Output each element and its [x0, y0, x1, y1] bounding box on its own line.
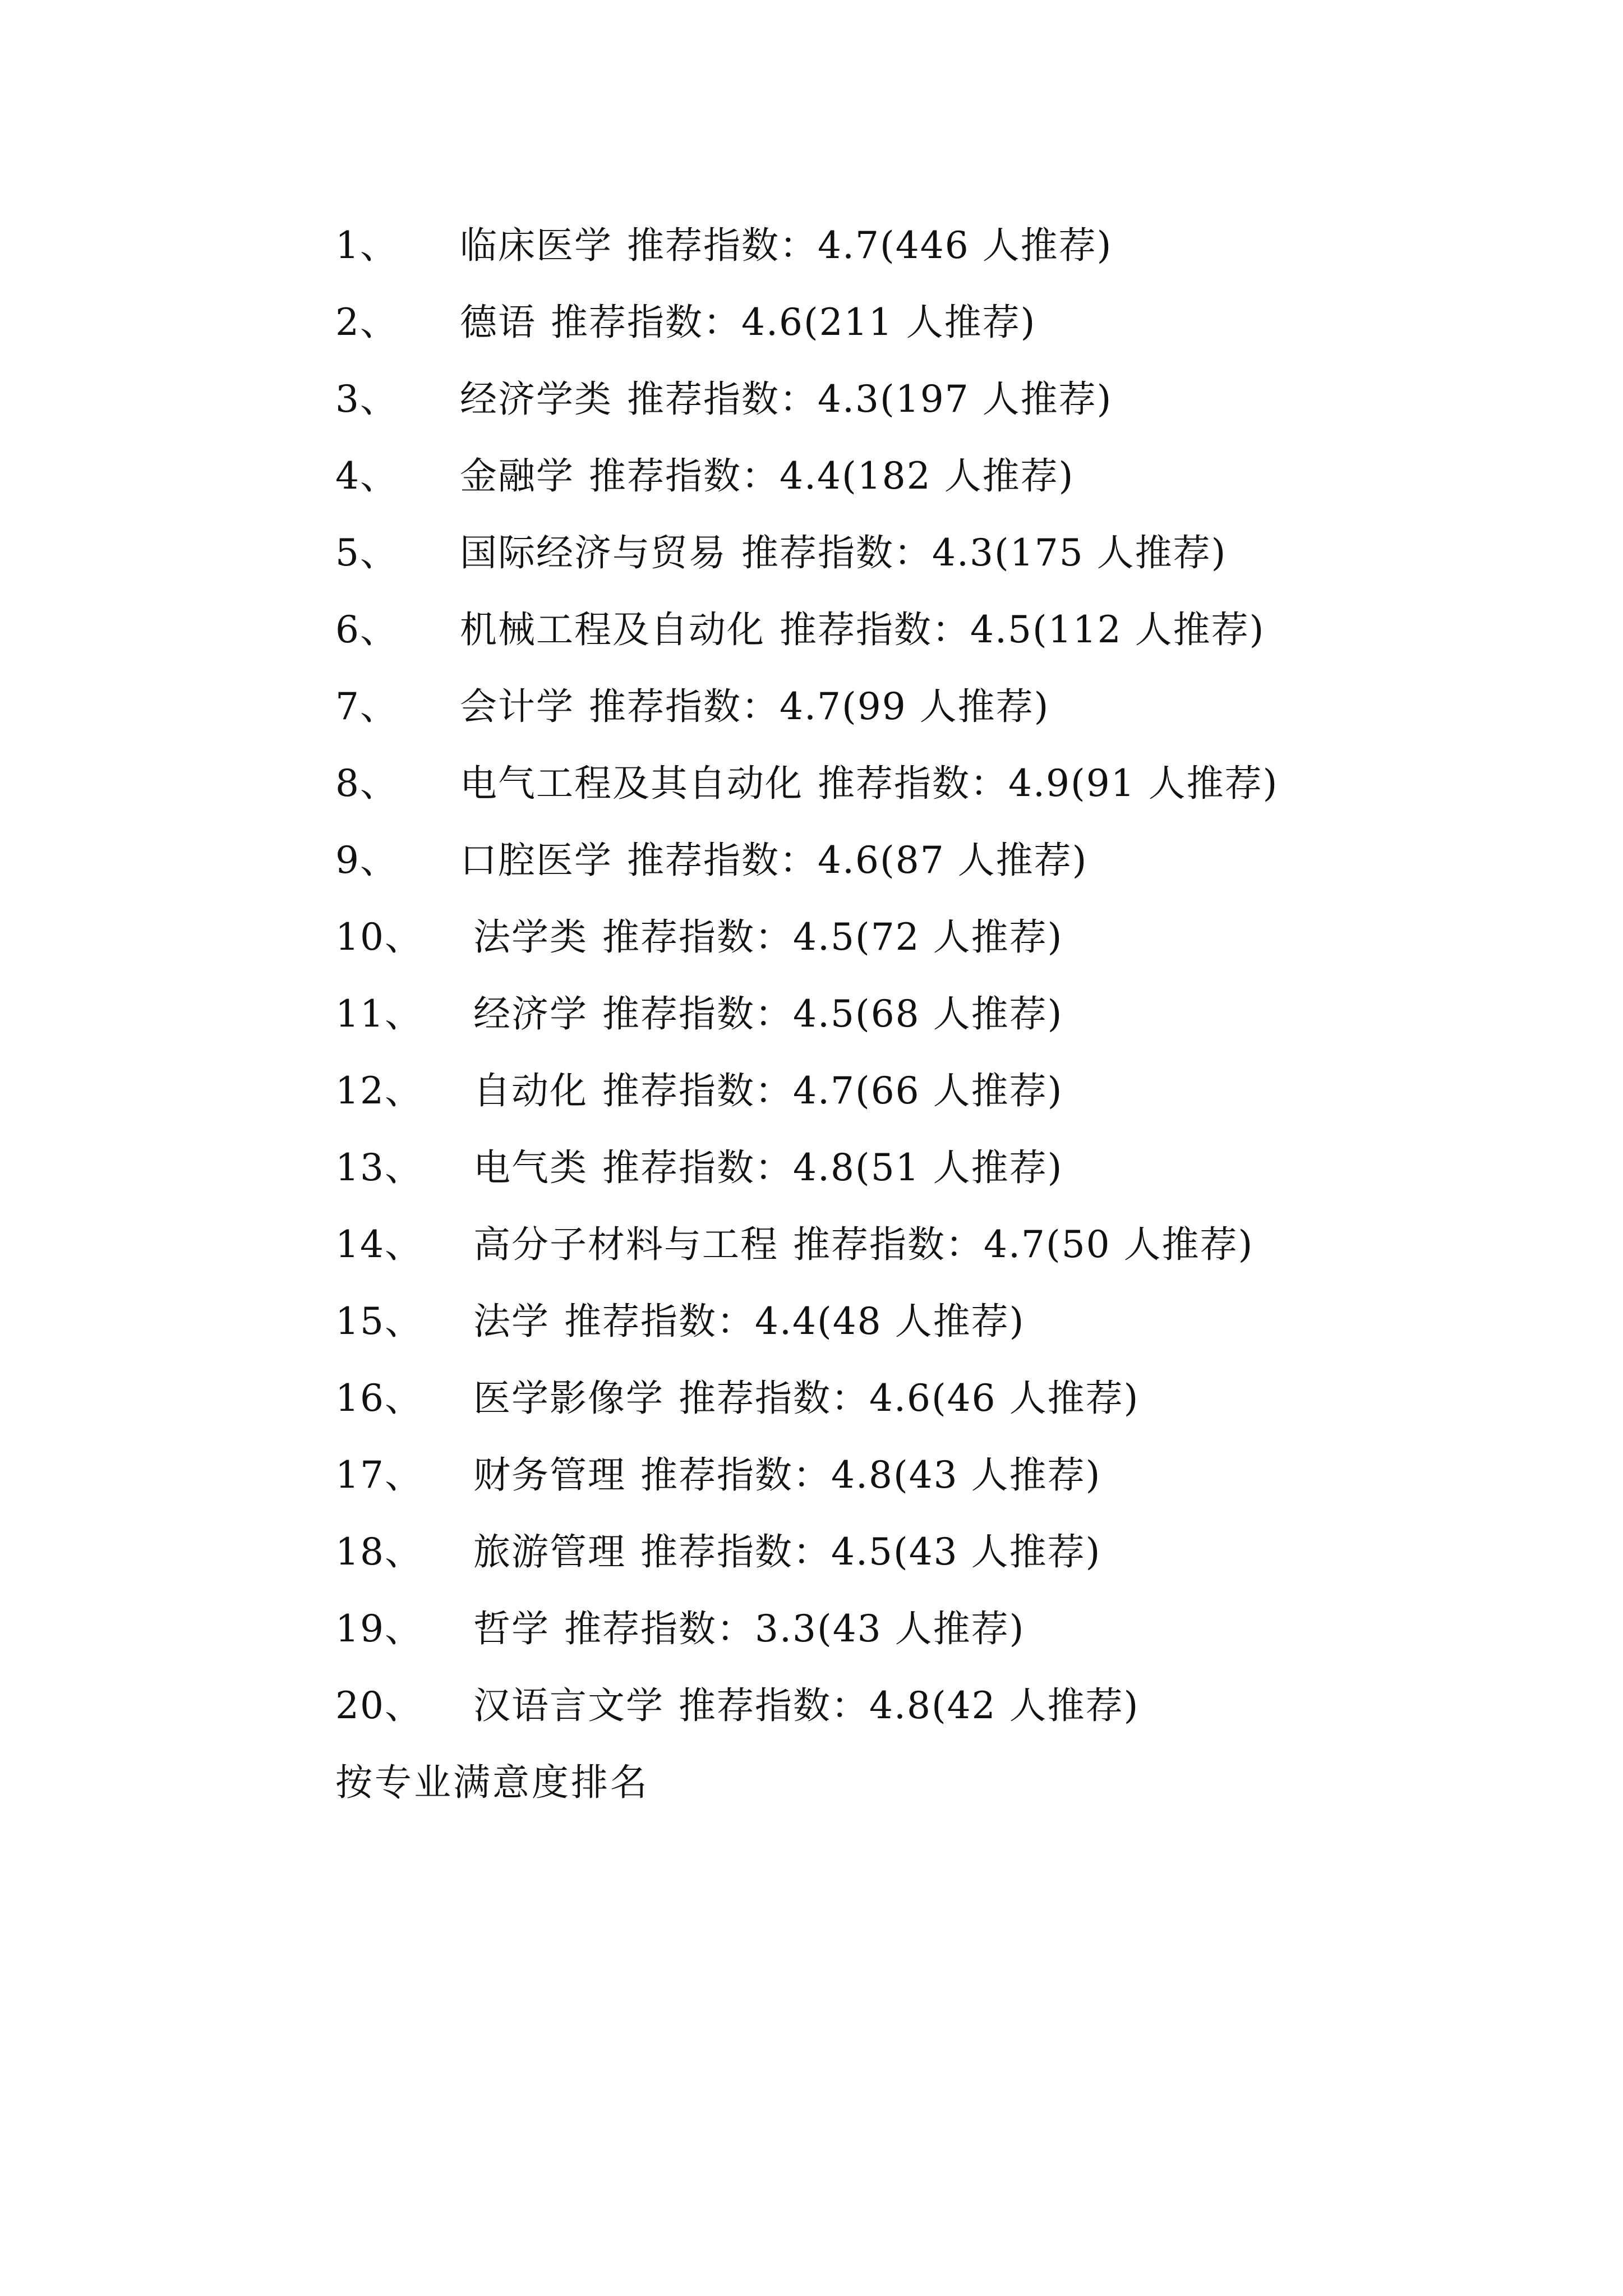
- list-item: [335, 680, 1569, 757]
- recommend-index: 推荐指数：4.7(50 人推荐): [792, 1223, 1254, 1266]
- major-ranking-list: [335, 219, 1569, 1833]
- item-number: 6、: [335, 608, 398, 651]
- item-number: 14、: [335, 1223, 423, 1266]
- recommend-index: 推荐指数：4.5(43 人推荐): [640, 1530, 1101, 1573]
- list-item: [335, 296, 1569, 372]
- list-item: [335, 603, 1569, 680]
- major-name: 汉语言文学: [473, 1684, 664, 1727]
- item-number: 16、: [335, 1377, 423, 1420]
- recommend-index: 推荐指数：4.8(43 人推荐): [640, 1453, 1101, 1497]
- list-item: [335, 1064, 1569, 1141]
- list-item: [335, 219, 1569, 296]
- list-item: [335, 372, 1569, 449]
- recommend-index: 推荐指数：4.5(112 人推荐): [780, 608, 1265, 651]
- major-name: 法学: [473, 1300, 550, 1343]
- major-name: 临床医学: [460, 224, 612, 267]
- list-item: [335, 1679, 1569, 1756]
- item-number: 15、: [335, 1300, 423, 1343]
- major-name: 医学影像学: [473, 1377, 664, 1420]
- recommend-index: 推荐指数：4.6(46 人推荐): [678, 1377, 1140, 1420]
- major-name: 电气类: [473, 1146, 588, 1189]
- item-number: 12、: [335, 1069, 423, 1112]
- list-item: [335, 449, 1569, 526]
- major-name: 高分子材料与工程: [473, 1223, 778, 1266]
- major-name: 会计学: [460, 685, 574, 728]
- list-item: [335, 757, 1569, 834]
- item-number: 20、: [335, 1684, 423, 1727]
- recommend-index: 推荐指数：4.8(42 人推荐): [678, 1684, 1140, 1727]
- item-number: 13、: [335, 1146, 423, 1189]
- list-item: [335, 1602, 1569, 1679]
- major-name: 国际经济与贸易: [460, 531, 727, 574]
- item-number: 4、: [335, 454, 398, 498]
- recommend-index: 推荐指数：4.3(197 人推荐): [627, 378, 1113, 421]
- major-name: 经济学类: [460, 378, 612, 421]
- list-item: [335, 834, 1569, 910]
- item-number: 7、: [335, 685, 398, 728]
- item-number: 3、: [335, 378, 398, 421]
- item-number: 10、: [335, 915, 423, 959]
- recommend-index: 推荐指数：4.9(91 人推荐): [818, 762, 1279, 805]
- list-item: [335, 987, 1569, 1064]
- item-number: 8、: [335, 762, 398, 805]
- recommend-index: 推荐指数：4.7(66 人推荐): [602, 1069, 1063, 1112]
- item-number: 1、: [335, 224, 398, 267]
- recommend-index: 推荐指数：4.7(446 人推荐): [627, 224, 1113, 267]
- major-name: 旅游管理: [473, 1530, 626, 1573]
- item-number: 18、: [335, 1530, 423, 1573]
- item-number: 11、: [335, 992, 423, 1036]
- section-heading: 按专业满意度排名: [335, 1761, 649, 1804]
- recommend-index: 推荐指数：4.5(68 人推荐): [602, 992, 1063, 1036]
- item-number: 17、: [335, 1453, 423, 1497]
- major-name: 法学类: [473, 915, 588, 959]
- list-item: [335, 1372, 1569, 1448]
- recommend-index: 推荐指数：4.3(175 人推荐): [741, 531, 1227, 574]
- list-item: [335, 1525, 1569, 1602]
- recommend-index: 推荐指数：4.4(182 人推荐): [589, 454, 1075, 498]
- major-name: 自动化: [473, 1069, 588, 1112]
- list-item: [335, 1141, 1569, 1218]
- major-name: 口腔医学: [460, 839, 612, 882]
- major-name: 德语: [460, 301, 536, 344]
- list-item: [335, 910, 1569, 987]
- list-item: [335, 526, 1569, 603]
- list-item: [335, 1448, 1569, 1525]
- recommend-index: 推荐指数：4.7(99 人推荐): [589, 685, 1050, 728]
- major-name: 哲学: [473, 1607, 550, 1650]
- major-name: 金融学: [460, 454, 574, 498]
- item-number: 5、: [335, 531, 398, 574]
- major-name: 财务管理: [473, 1453, 626, 1497]
- item-number: 19、: [335, 1607, 423, 1650]
- list-item: [335, 1295, 1569, 1372]
- recommend-index: 推荐指数：4.8(51 人推荐): [602, 1146, 1063, 1189]
- list-item: [335, 1218, 1569, 1295]
- item-number: 2、: [335, 301, 398, 344]
- recommend-index: 推荐指数：4.5(72 人推荐): [602, 915, 1063, 959]
- recommend-index: 推荐指数：4.4(48 人推荐): [564, 1300, 1025, 1343]
- major-name: 电气工程及其自动化: [460, 762, 803, 805]
- item-number: 9、: [335, 839, 398, 882]
- major-name: 机械工程及自动化: [460, 608, 765, 651]
- recommend-index: 推荐指数：4.6(87 人推荐): [627, 839, 1088, 882]
- recommend-index: 推荐指数：3.3(43 人推荐): [564, 1607, 1025, 1650]
- major-name: 经济学: [473, 992, 588, 1036]
- recommend-index: 推荐指数：4.6(211 人推荐): [551, 301, 1036, 344]
